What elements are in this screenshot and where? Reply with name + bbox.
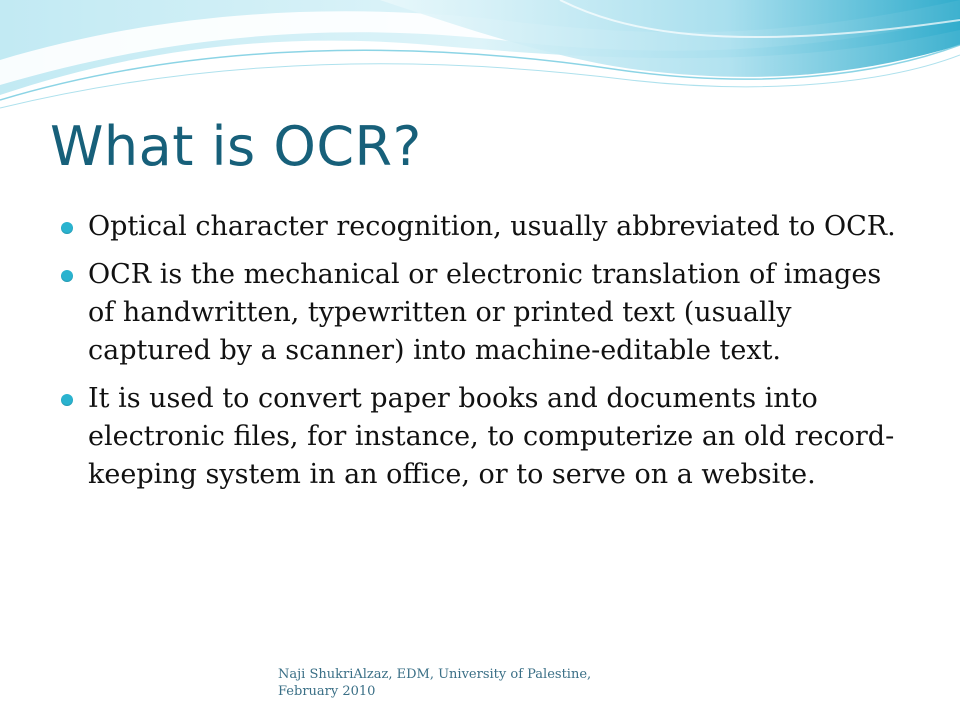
slide-title: What is OCR? bbox=[50, 115, 422, 178]
bullet-text: It is used to convert paper books and documents into electronic files, for instance, to computerize an old record-keeping system in an office, or to serve on a website. bbox=[88, 383, 895, 490]
bullet-text: OCR is the mechanical or electronic translation of images of handwritten, typewritten or printed text (usually captured by a scanner) into machine-editable text. bbox=[88, 259, 882, 366]
bullet-item bbox=[60, 256, 910, 370]
slide-footer: Naji ShukriAlzaz, EDM, University of Palestine, February 2010 bbox=[278, 667, 592, 699]
bullet-text: Optical character recognition, usually abbreviated to OCR. bbox=[88, 211, 896, 242]
bullet-dot-icon bbox=[61, 394, 73, 406]
bullet-list bbox=[60, 208, 910, 504]
bullet-dot-icon bbox=[61, 222, 73, 234]
bullet-item bbox=[60, 208, 910, 246]
bullet-item bbox=[60, 380, 910, 494]
bullet-dot-icon bbox=[61, 270, 73, 282]
